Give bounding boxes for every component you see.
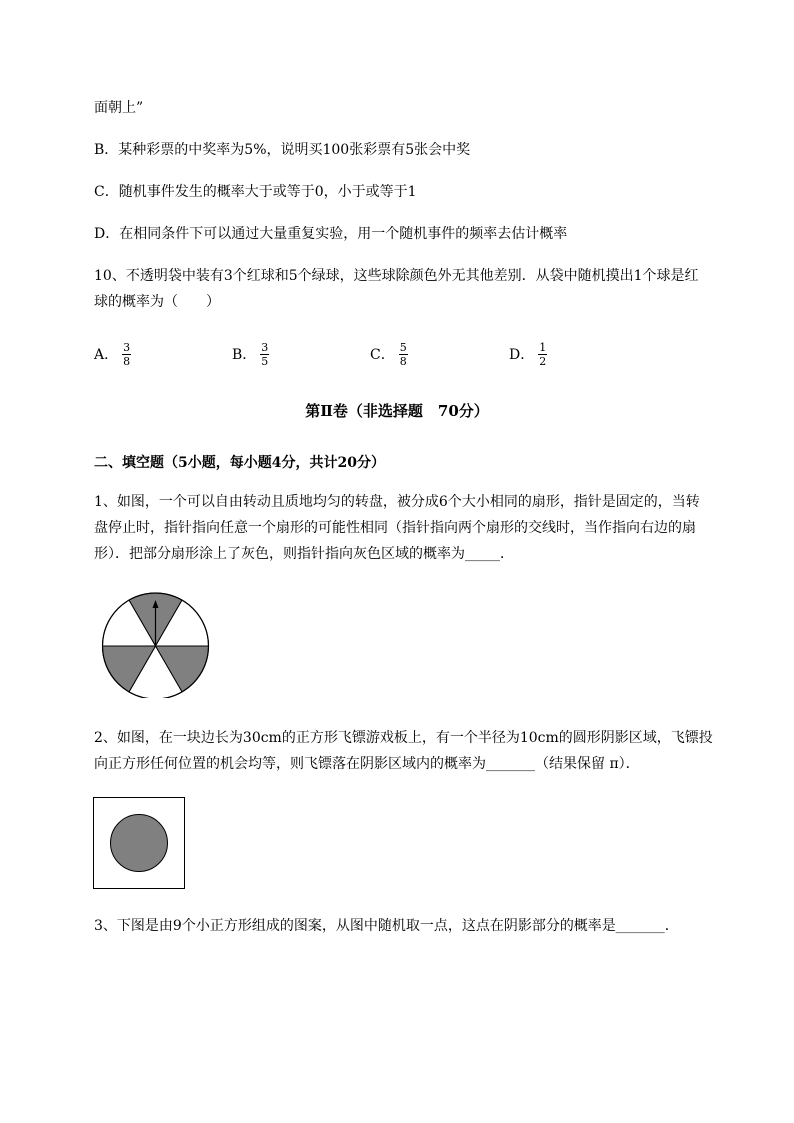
q10-text-line2: 球的概率为（ ）: [94, 294, 220, 310]
fill1-text-line3: 形）．把部分扇形涂上了灰色，则指针指向灰色区域的概率为_____．: [94, 546, 514, 562]
numerator: 3: [123, 341, 131, 354]
q9-option-d: D．在相同条件下可以通过大量重复实验，用一个随机事件的频率去估计概率: [94, 226, 568, 242]
option-label: D．: [509, 346, 535, 363]
option-label: B．: [232, 346, 257, 363]
section-title: 第Ⅱ卷（非选择题 70分）: [305, 402, 489, 420]
spinner-figure: [100, 590, 212, 698]
q10-text-line1: 10、不透明袋中装有3个红球和5个绿球，这些球除颜色外无其他差别．从袋中随机摸出1个球是红: [94, 268, 699, 284]
fraction: [399, 342, 408, 367]
numerator: 5: [399, 341, 407, 354]
fraction: [538, 342, 547, 367]
shaded-circle: [111, 815, 168, 872]
numerator: 1: [539, 341, 547, 354]
question-fragment: 面朝上”: [94, 100, 144, 116]
q9-option-c: C．随机事件发生的概率大于或等于0，小于或等于1: [94, 184, 417, 200]
option-label: C．: [370, 346, 395, 363]
q10-option-d: [509, 342, 547, 367]
q10-option-c: [370, 342, 408, 367]
fraction: [260, 342, 269, 367]
denominator: 8: [123, 355, 131, 368]
fraction: [122, 342, 131, 367]
denominator: 8: [399, 355, 407, 368]
q9-option-b: B．某种彩票的中奖率为5%，说明买100张彩票有5张会中奖: [94, 142, 471, 158]
q10-option-a: [94, 342, 131, 367]
numerator: 3: [261, 341, 269, 354]
part2-heading: 二、填空题（5小题，每小题4分，共计20分）: [94, 455, 385, 471]
q10-option-b: [232, 342, 269, 367]
denominator: 2: [539, 355, 547, 368]
option-label: A．: [94, 346, 119, 363]
fill2-text-line2: 向正方形任何位置的机会均等，则飞镖落在阴影区域内的概率为_______（结果保留 π）．: [94, 756, 640, 772]
denominator: 5: [261, 355, 269, 368]
fill3-text-line1: 3、下图是由9个小正方形组成的图案，从图中随机取一点，这点在阴影部分的概率是_______．: [94, 918, 679, 934]
fill2-text-line1: 2、如图，在一块边长为30cm的正方形飞镖游戏板上，有一个半径为10cm的圆形阴影区域，飞镖投: [94, 730, 713, 746]
fill1-text-line2: 盘停止时，指针指向任意一个扇形的可能性相同（指针指向两个扇形的交线时，当作指向右边的扇: [94, 520, 696, 536]
dartboard-figure: [93, 797, 186, 890]
fill1-text-line1: 1、如图，一个可以自由转动且质地均匀的转盘，被分成6个大小相同的扇形，指针是固定的，当转: [94, 494, 700, 510]
